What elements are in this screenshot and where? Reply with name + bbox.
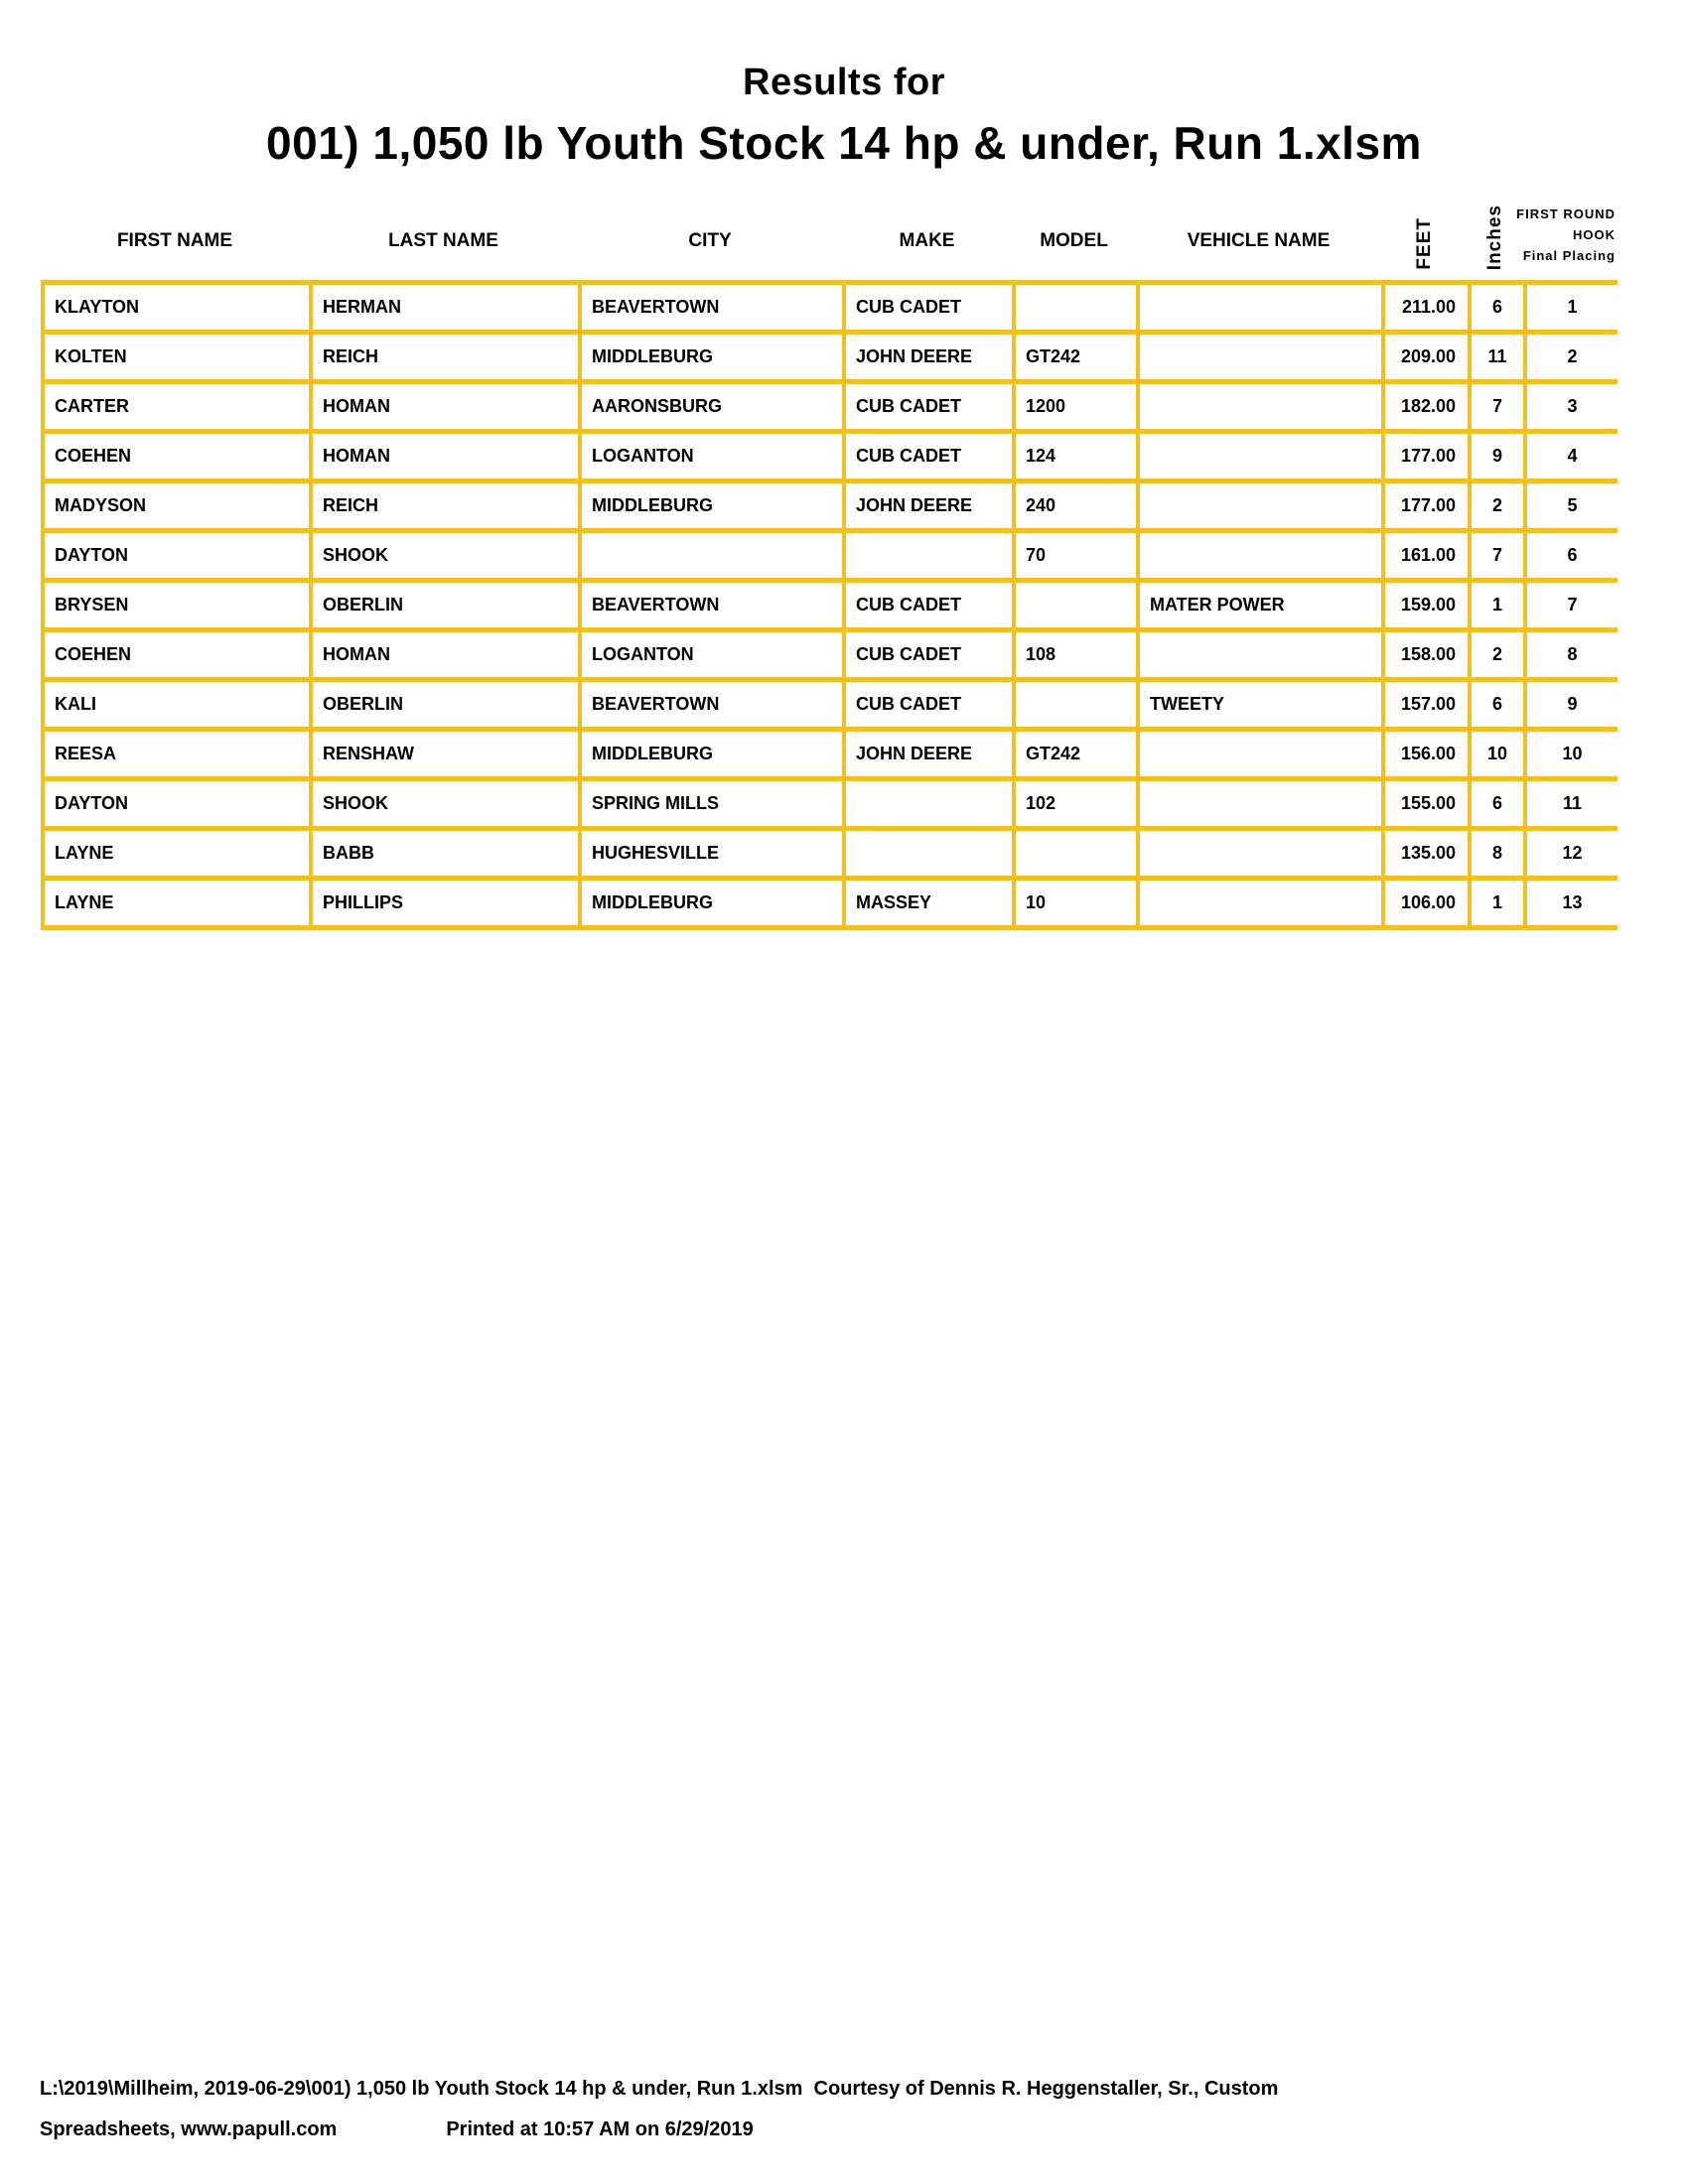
table-cell: 158.00 (1383, 630, 1470, 680)
page-footer (40, 2069, 1589, 2150)
table-cell: JOHN DEERE (844, 481, 1014, 531)
table-cell: GT242 (1014, 730, 1138, 779)
table-cell: 3 (1525, 382, 1618, 432)
table-row (43, 432, 1618, 481)
column-header-feet-label: FEET (1413, 217, 1435, 270)
table-cell: BEAVERTOWN (580, 283, 844, 333)
table-cell: COEHEN (43, 630, 311, 680)
table-cell: 1 (1470, 879, 1525, 928)
table-row (43, 283, 1618, 333)
table-cell: 177.00 (1383, 432, 1470, 481)
table-cell: GT242 (1014, 333, 1138, 382)
table-cell: JOHN DEERE (844, 333, 1014, 382)
table-cell: 124 (1014, 432, 1138, 481)
table-cell: 6 (1470, 283, 1525, 333)
table-cell: MADYSON (43, 481, 311, 531)
table-cell: BABB (311, 829, 580, 879)
table-cell: DAYTON (43, 779, 311, 829)
table-cell: CUB CADET (844, 581, 1014, 630)
table-cell: AARONSBURG (580, 382, 844, 432)
table-cell: 155.00 (1383, 779, 1470, 829)
table-cell: 8 (1525, 630, 1618, 680)
column-header-final-placing (1516, 195, 1616, 282)
table-cell: 135.00 (1383, 829, 1470, 879)
table-cell: SHOOK (311, 531, 580, 581)
table-cell: LOGANTON (580, 630, 844, 680)
table-cell: 13 (1525, 879, 1618, 928)
table-cell: TWEETY (1138, 680, 1383, 730)
table-cell: LOGANTON (580, 432, 844, 481)
column-header-vehicle-name: VEHICLE NAME (1187, 230, 1331, 251)
column-header-last-name: LAST NAME (388, 230, 498, 251)
table-cell (1014, 829, 1138, 879)
table-cell (1138, 333, 1383, 382)
table-cell: COEHEN (43, 432, 311, 481)
table-cell: 5 (1525, 481, 1618, 531)
column-header-first-name: FIRST NAME (116, 230, 233, 251)
results-table-body (43, 283, 1618, 928)
table-cell (1014, 283, 1138, 333)
table-cell: 10 (1525, 730, 1618, 779)
table-cell: MASSEY (844, 879, 1014, 928)
placing-header-line1: FIRST ROUND (1516, 206, 1616, 221)
page-title: Results for (743, 62, 945, 103)
table-cell: 8 (1470, 829, 1525, 879)
table-cell (844, 829, 1014, 879)
placing-header-line2: HOOK (1573, 227, 1616, 242)
table-row (43, 829, 1618, 879)
table-cell (1138, 730, 1383, 779)
table-cell: HOMAN (311, 432, 580, 481)
column-header-feet (1381, 195, 1468, 282)
table-cell: CUB CADET (844, 283, 1014, 333)
table-cell (1138, 382, 1383, 432)
table-cell: 10 (1014, 879, 1138, 928)
table-cell: LAYNE (43, 829, 311, 879)
table-cell: BEAVERTOWN (580, 680, 844, 730)
table-cell (1138, 829, 1383, 879)
table-row (43, 382, 1618, 432)
table-row (43, 333, 1618, 382)
table-cell: 161.00 (1383, 531, 1470, 581)
table-row (43, 730, 1618, 779)
table-cell: CUB CADET (844, 382, 1014, 432)
table-cell (1138, 531, 1383, 581)
table-cell: 12 (1525, 829, 1618, 879)
table-cell (1138, 283, 1383, 333)
table-cell (1138, 630, 1383, 680)
column-header-city: CITY (688, 230, 732, 251)
table-cell (844, 531, 1014, 581)
placing-header-line3: Final Placing (1522, 248, 1616, 263)
table-cell: CUB CADET (844, 630, 1014, 680)
table-row (43, 630, 1618, 680)
table-cell: HOMAN (311, 382, 580, 432)
table-cell: 6 (1470, 779, 1525, 829)
table-cell: 157.00 (1383, 680, 1470, 730)
table-cell: 4 (1525, 432, 1618, 481)
column-header-inches-label: Inches (1484, 204, 1505, 270)
table-cell: BRYSEN (43, 581, 311, 630)
table-cell: 10 (1470, 730, 1525, 779)
table-cell: RENSHAW (311, 730, 580, 779)
table-cell: DAYTON (43, 531, 311, 581)
table-cell: 1200 (1014, 382, 1138, 432)
table-cell (1014, 680, 1138, 730)
title-block (0, 60, 1688, 171)
table-cell: 7 (1470, 531, 1525, 581)
footer-file-path: L:\2019\Millheim, 2019-06-29\001) 1,050 lb Youth Stock 14 hp & under, Run 1.xlsm Courtesy of Dennis R. Heggenstaller, Sr., Custom (40, 2078, 1279, 2100)
footer-website: Spreadsheets, www.papull.com (40, 2118, 338, 2140)
table-cell: MATER POWER (1138, 581, 1383, 630)
page-subtitle-filename: 001) 1,050 lb Youth Stock 14 hp & under, Run 1.xlsm (266, 117, 1422, 169)
table-cell (1014, 581, 1138, 630)
table-row (43, 531, 1618, 581)
table-cell: 182.00 (1383, 382, 1470, 432)
table-cell: 2 (1470, 481, 1525, 531)
table-cell: LAYNE (43, 879, 311, 928)
results-table (41, 280, 1618, 930)
table-cell: 9 (1525, 680, 1618, 730)
table-cell: REICH (311, 333, 580, 382)
table-cell: 102 (1014, 779, 1138, 829)
table-cell (1138, 432, 1383, 481)
table-cell: PHILLIPS (311, 879, 580, 928)
table-cell: 2 (1470, 630, 1525, 680)
table-cell: MIDDLEBURG (580, 730, 844, 779)
table-cell: 6 (1470, 680, 1525, 730)
table-cell: 11 (1525, 779, 1618, 829)
table-cell: CUB CADET (844, 680, 1014, 730)
table-cell: 9 (1470, 432, 1525, 481)
table-cell: KOLTEN (43, 333, 311, 382)
table-cell: 7 (1525, 581, 1618, 630)
table-cell: KLAYTON (43, 283, 311, 333)
table-cell: 70 (1014, 531, 1138, 581)
column-header-make: MAKE (899, 230, 955, 251)
table-cell: HERMAN (311, 283, 580, 333)
table-cell: 7 (1470, 382, 1525, 432)
table-cell: 156.00 (1383, 730, 1470, 779)
column-header-model: MODEL (1040, 230, 1108, 251)
table-cell: HUGHESVILLE (580, 829, 844, 879)
table-cell: JOHN DEERE (844, 730, 1014, 779)
table-cell: SHOOK (311, 779, 580, 829)
table-cell: MIDDLEBURG (580, 481, 844, 531)
table-row (43, 879, 1618, 928)
footer-printed-timestamp: Printed at 10:57 AM on 6/29/2019 (446, 2118, 754, 2140)
table-cell: 177.00 (1383, 481, 1470, 531)
table-row (43, 680, 1618, 730)
table-cell: BEAVERTOWN (580, 581, 844, 630)
table-row (43, 481, 1618, 531)
table-cell: HOMAN (311, 630, 580, 680)
table-cell: SPRING MILLS (580, 779, 844, 829)
table-cell (1138, 879, 1383, 928)
table-cell: 108 (1014, 630, 1138, 680)
table-cell: MIDDLEBURG (580, 333, 844, 382)
footer-line2 (40, 2110, 1589, 2150)
table-cell: 6 (1525, 531, 1618, 581)
table-cell: OBERLIN (311, 581, 580, 630)
column-header-row (41, 195, 1616, 282)
table-cell: 159.00 (1383, 581, 1470, 630)
column-header-inches (1468, 195, 1523, 282)
table-cell: KALI (43, 680, 311, 730)
table-cell: 1 (1525, 283, 1618, 333)
table-cell: 2 (1525, 333, 1618, 382)
table-cell (580, 531, 844, 581)
table-row (43, 581, 1618, 630)
table-cell: MIDDLEBURG (580, 879, 844, 928)
table-cell: OBERLIN (311, 680, 580, 730)
table-cell: REESA (43, 730, 311, 779)
table-cell (1138, 779, 1383, 829)
table-row (43, 779, 1618, 829)
table-cell (1138, 481, 1383, 531)
table-cell: 106.00 (1383, 879, 1470, 928)
table-cell: 1 (1470, 581, 1525, 630)
table-cell: 11 (1470, 333, 1525, 382)
table-cell: CARTER (43, 382, 311, 432)
table-cell (844, 779, 1014, 829)
table-cell: 209.00 (1383, 333, 1470, 382)
table-cell: 211.00 (1383, 283, 1470, 333)
table-cell: 240 (1014, 481, 1138, 531)
table-cell: REICH (311, 481, 580, 531)
table-cell: CUB CADET (844, 432, 1014, 481)
